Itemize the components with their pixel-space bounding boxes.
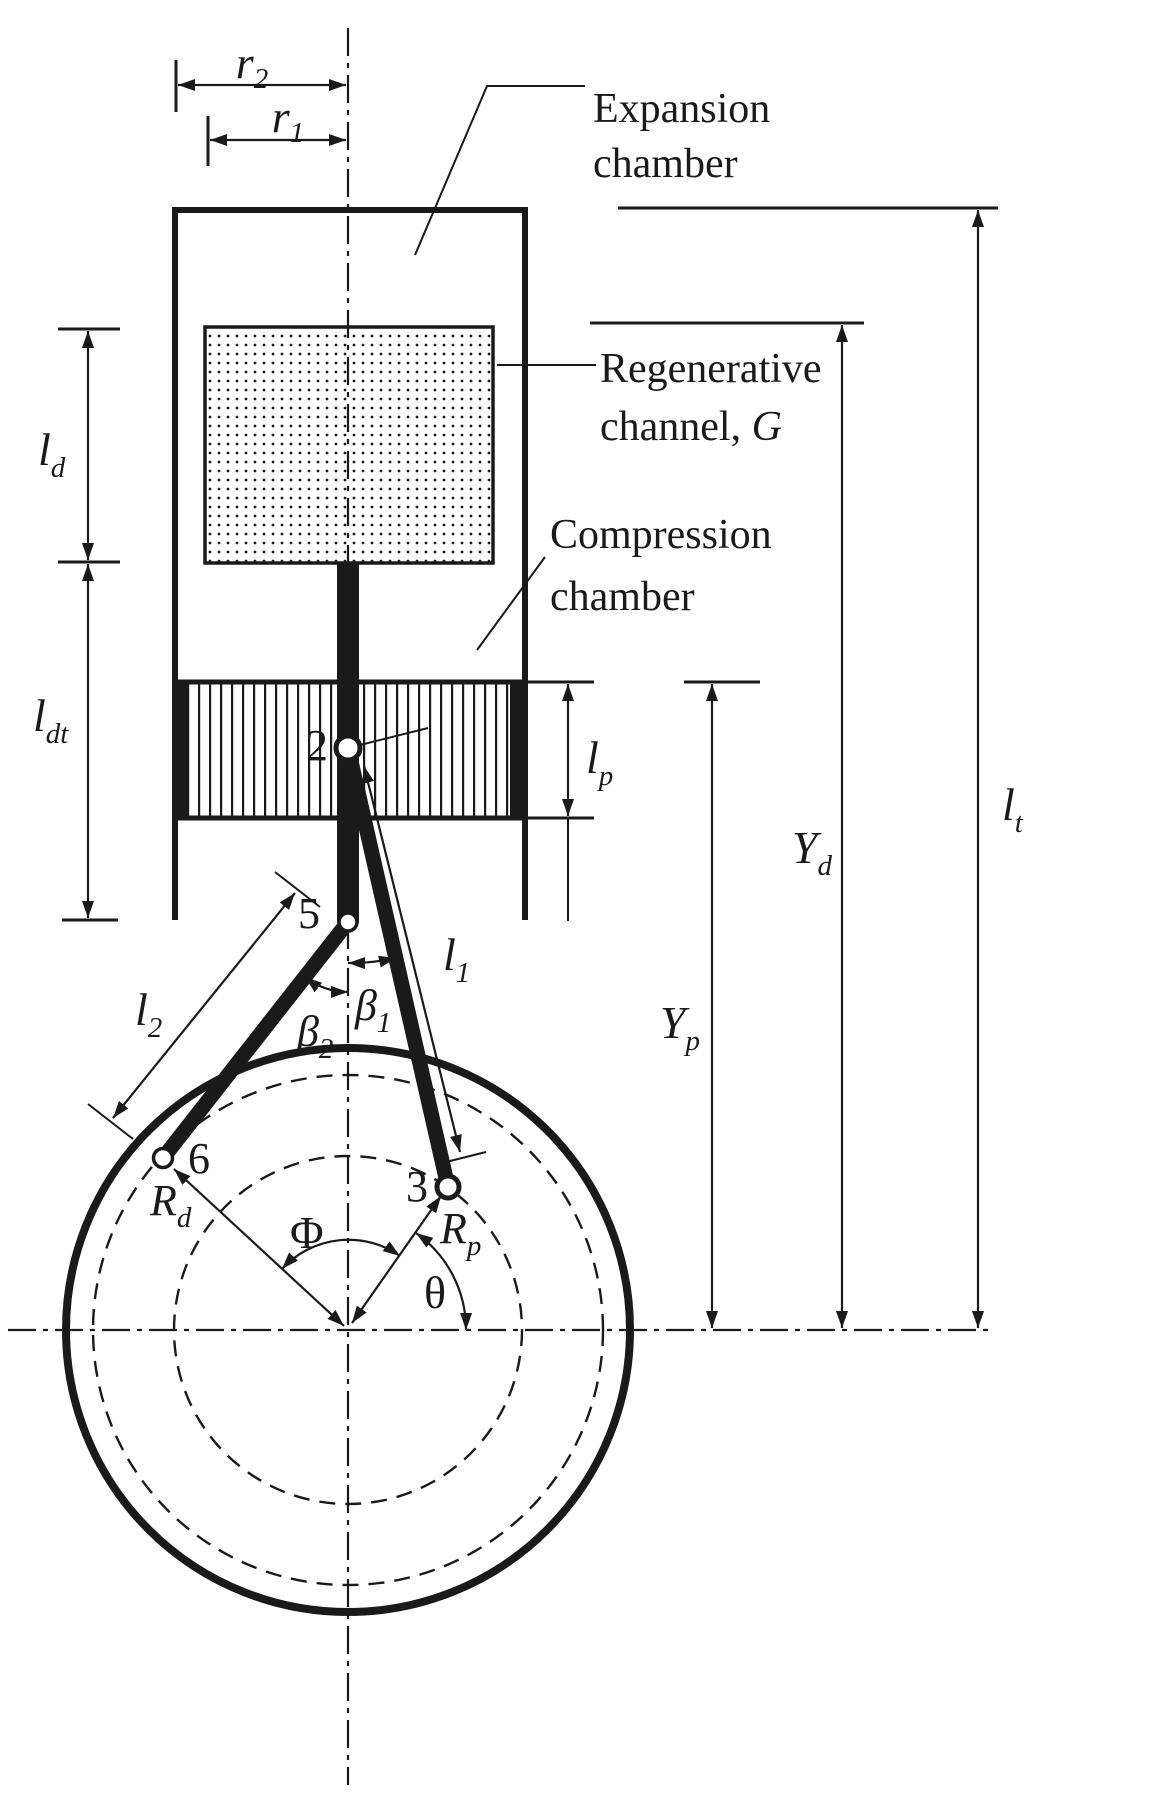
joint-2-label: 2 (306, 721, 328, 770)
r2-label: $r_2$ (235, 37, 269, 95)
Rp-label: $R_p$ (440, 1204, 482, 1262)
r1-label: $r_1$ (271, 91, 305, 149)
piston-right-band (510, 682, 520, 818)
expansion-chamber-label-line2: chamber (593, 141, 738, 187)
piston-left-band (178, 682, 188, 818)
theta-label: θ (424, 1267, 447, 1318)
joint-3-label: 3 (406, 1162, 428, 1211)
joint-2-pin (336, 736, 360, 760)
beta2-label: $\beta_2$ (297, 1007, 334, 1065)
Yd-label: $Y_d$ (791, 822, 832, 882)
displacer-dotted-block (205, 327, 493, 563)
expansion-chamber-label-line1: Expansion (593, 86, 771, 132)
dimension-Yd (590, 323, 864, 1328)
dimension-lp (528, 682, 594, 921)
regenerative-channel-label-line2: channel, G (600, 404, 782, 450)
dimension-ldt (62, 564, 118, 920)
regenerative-channel-label-line1: Regenerative (600, 346, 822, 392)
ldt-label: $l_{dt}$ (33, 690, 69, 750)
Rd-label: $R_d$ (150, 1176, 192, 1234)
l2-bottom-tick (88, 1104, 133, 1139)
joint-6-label: 6 (188, 1134, 210, 1183)
beta1-label: $\beta_1$ (355, 981, 392, 1039)
l1-label: $l_1$ (443, 929, 471, 989)
phi-label: Φ (290, 1207, 324, 1258)
ld-label: $l_d$ (38, 424, 66, 484)
joint-3-pin (437, 1176, 459, 1198)
Yp-label: $Y_p$ (659, 997, 700, 1057)
l2-label: $l_2$ (135, 984, 163, 1044)
dimension-Yp (684, 682, 760, 1328)
joint-6-pin (154, 1149, 173, 1168)
joint-5-label: 5 (298, 889, 320, 938)
expansion-chamber-leader (415, 86, 585, 255)
compression-chamber-label-line2: chamber (550, 574, 695, 620)
beta1-arc (348, 958, 396, 963)
compression-chamber-leader (477, 557, 545, 650)
lp-label: $l_p$ (586, 732, 614, 792)
joint-5-pin (339, 913, 357, 931)
dimension-ld (58, 329, 120, 562)
compression-chamber-label-line1: Compression (550, 512, 772, 558)
lt-label: $l_t$ (1002, 779, 1023, 839)
